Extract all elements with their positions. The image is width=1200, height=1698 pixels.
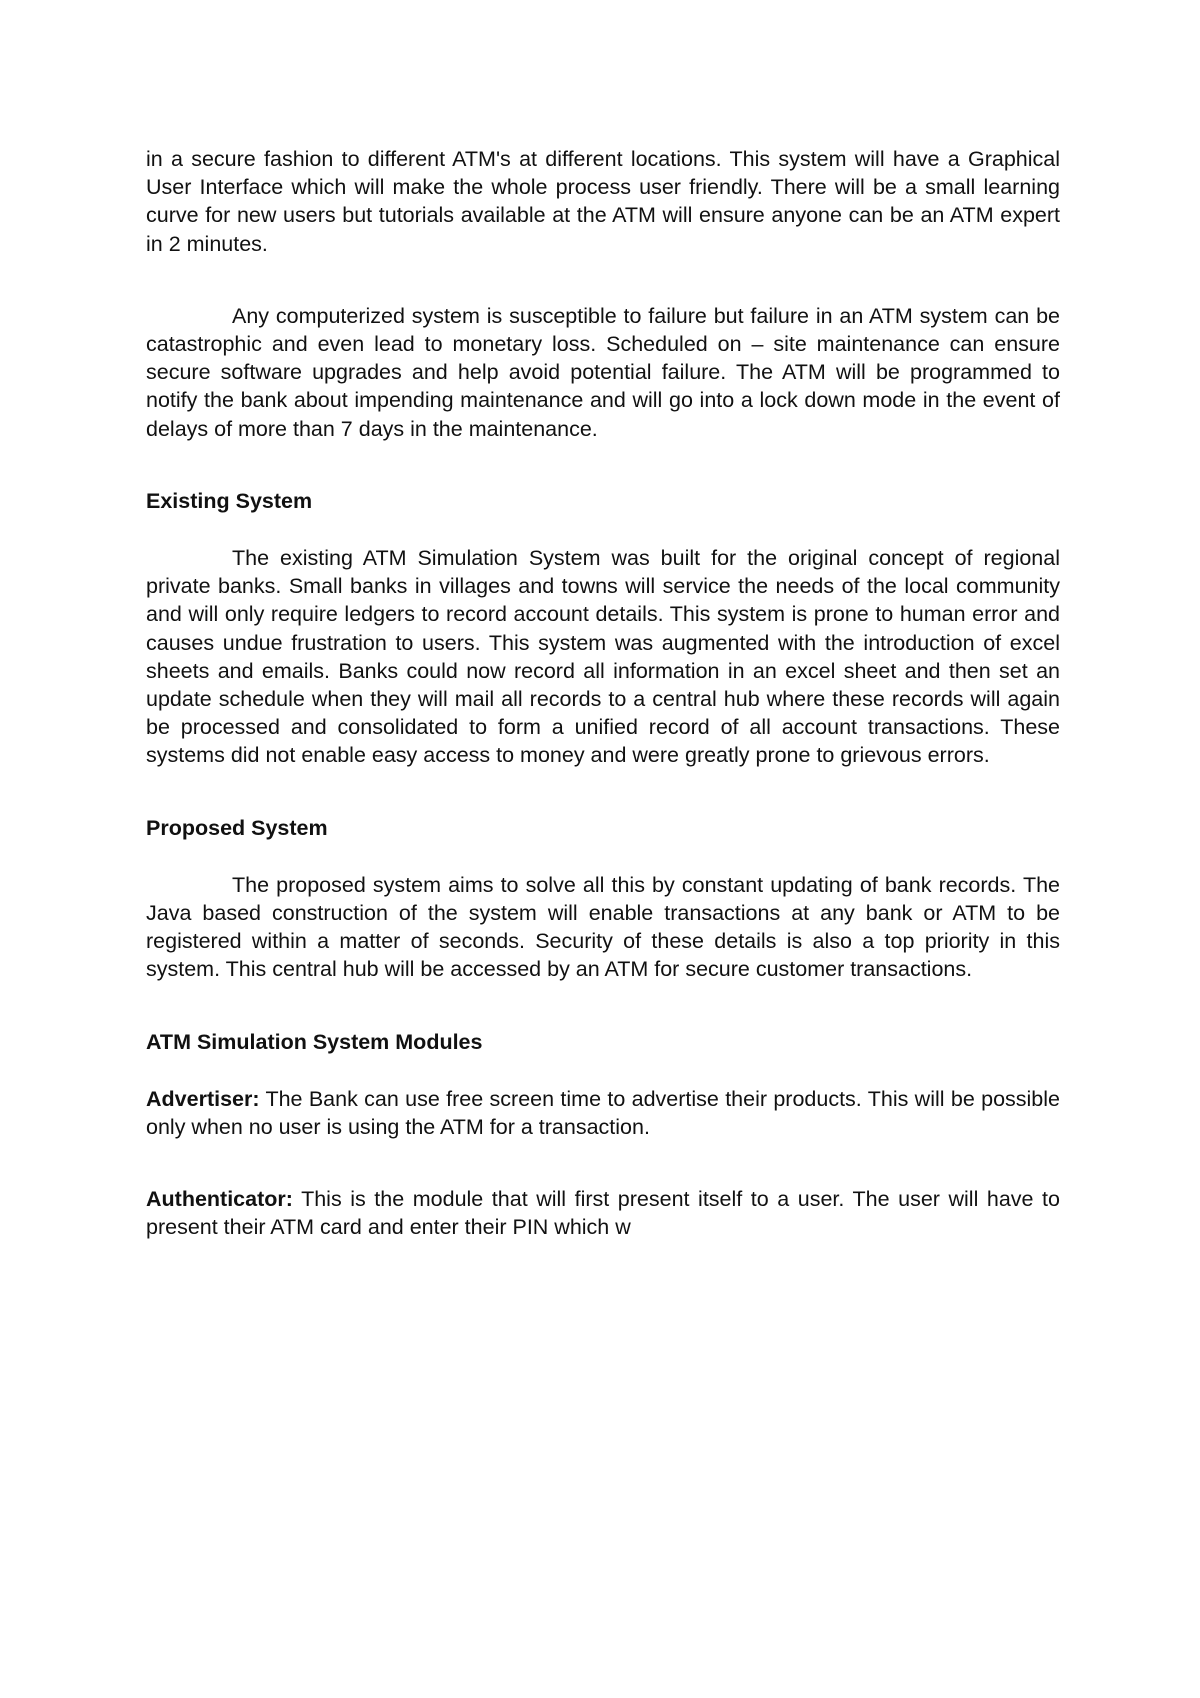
document-page: [146, 145, 1060, 1242]
proposed-system-section: [146, 814, 1060, 984]
module-description: The Bank can use free screen time to advertise their products. This will be possible only when no user is using the ATM for a transaction.: [146, 1086, 1060, 1140]
module-term: Authenticator:: [146, 1187, 293, 1212]
module-advertiser: [146, 1085, 1060, 1141]
module-description: This is the module that will first present itself to a user. The user will have to present their ATM card and enter their PIN which w: [146, 1187, 1060, 1240]
intro-paragraph: in a secure fashion to different ATM's at different locations. This system will have a Graphical User Interface which will make the whole process user friendly. There will be a small learning curve for new users but tutorials available at the ATM will ensure anyone can be an ATM expert in 2 minutes.: [146, 147, 1060, 256]
proposed-system-heading: Proposed System: [146, 815, 328, 840]
module-authenticator: [146, 1185, 1060, 1241]
modules-heading: ATM Simulation System Modules: [146, 1029, 483, 1054]
maintenance-paragraph: Any computerized system is susceptible to failure but failure in an ATM system can be catastrophic and even lead to monetary loss. Scheduled on – site maintenance can ensure secure software upgrades and help avoid potential failure. The ATM will be programmed to notify the bank about impending maintenance and will go into a lock down mode in the event of delays of more than 7 days in the maintenance.: [146, 303, 1060, 441]
existing-system-heading: Existing System: [146, 488, 313, 513]
existing-system-section: [146, 487, 1060, 770]
module-term: Advertiser:: [146, 1086, 260, 1111]
existing-system-paragraph: The existing ATM Simulation System was built for the original concept of regional private banks. Small banks in villages and towns will service the needs of the local community and will only require ledgers to record account details. This system is prone to human error and causes undue frustration to users. This system was augmented with the introduction of excel sheets and emails. Banks could now record all information in an excel sheet and then set an update schedule when they will mail all records to a central hub where these records will again be processed and consolidated to form a unified record of all account transactions. These systems did not enable easy access to money and were greatly prone to grievous errors.: [146, 546, 1060, 768]
proposed-system-paragraph: The proposed system aims to solve all this by constant updating of bank records. The Java based construction of the system will enable transactions at any bank or ATM to be registered within a matter of seconds. Security of these details is also a top priority in this system. This central hub will be accessed by an ATM for secure customer transactions.: [146, 872, 1060, 982]
modules-section: [146, 1028, 1060, 1242]
